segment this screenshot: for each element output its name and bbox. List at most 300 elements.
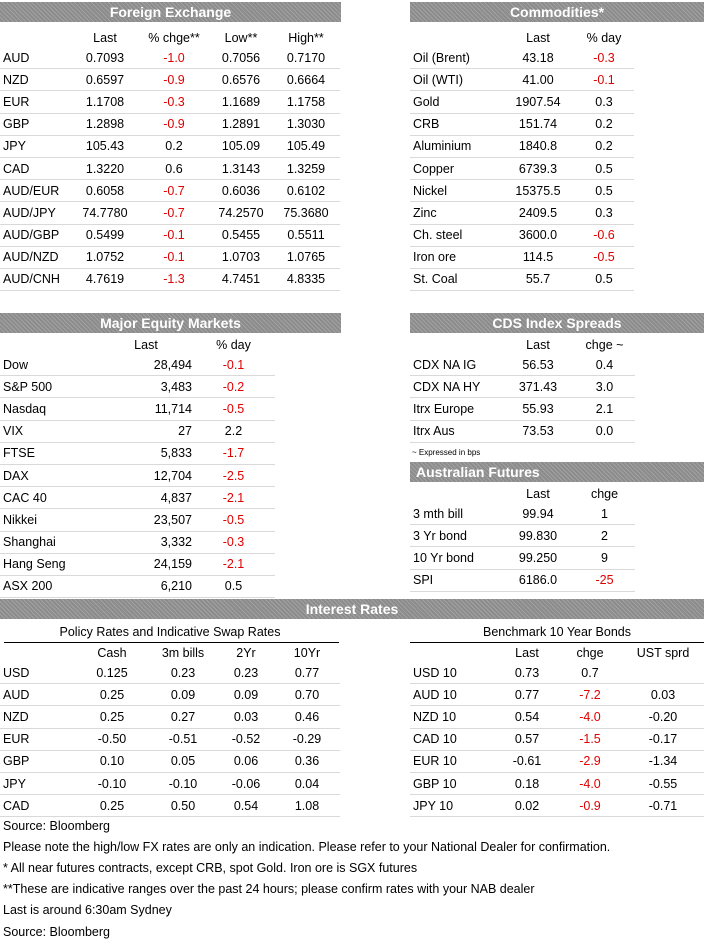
commodity-cell: 3600.0	[502, 224, 574, 246]
fx-cell: -0.3	[138, 91, 210, 113]
policy-label: JPY	[0, 772, 76, 794]
cds-cell: 371.43	[502, 376, 574, 398]
note-ranges: **These are indicative ranges over the past 24 hours; please confirm rates with your NAB dealer	[3, 882, 535, 896]
equity-row	[0, 509, 275, 531]
fx-label: EUR	[0, 91, 72, 113]
equity-row	[0, 487, 275, 509]
fx-cell: 1.0703	[210, 246, 272, 268]
bond-cell: 0.02	[496, 795, 558, 817]
aus-futures-table	[410, 485, 635, 592]
futures-label: 3 mth bill	[410, 503, 502, 525]
commodity-cell: 43.18	[502, 47, 574, 69]
policy-row	[0, 728, 340, 750]
policy-col-header: Cash	[97, 646, 127, 660]
equity-label: Nikkei	[0, 509, 100, 531]
policy-cell: -0.51	[148, 728, 218, 750]
fx-cell: 105.43	[72, 135, 138, 157]
bonds-rule	[410, 642, 704, 643]
policy-row	[0, 662, 340, 684]
futures-cell: -25	[574, 569, 635, 591]
fx-cell: -0.7	[138, 180, 210, 202]
fx-label: JPY	[0, 135, 72, 157]
policy-rates-rule	[4, 642, 339, 643]
fx-cell: 0.7056	[210, 47, 272, 69]
policy-cell: 0.36	[274, 750, 340, 772]
bonds-subtitle: Benchmark 10 Year Bonds	[482, 625, 632, 639]
commodity-col-header: Last	[526, 31, 550, 45]
fx-cell: 1.2898	[72, 113, 138, 135]
bond-cell: -1.34	[622, 750, 704, 772]
commodity-row	[410, 157, 634, 179]
equity-cell: 5,833	[100, 442, 192, 464]
futures-row	[410, 569, 635, 591]
commodity-label: Oil (WTI)	[410, 69, 502, 91]
bond-cell: -7.2	[558, 684, 622, 706]
bond-cell: -0.17	[622, 728, 704, 750]
commodity-row	[410, 113, 634, 135]
commodity-label: Oil (Brent)	[410, 47, 502, 69]
fx-cell: 105.49	[272, 135, 340, 157]
policy-row	[0, 706, 340, 728]
bond-cell: -4.0	[558, 706, 622, 728]
policy-row	[0, 772, 340, 794]
equity-cell: 24,159	[100, 553, 192, 575]
commodity-label: Zinc	[410, 202, 502, 224]
bond-label: USD 10	[410, 662, 496, 684]
policy-cell: 0.25	[76, 684, 148, 706]
bond-cell: 0.77	[496, 684, 558, 706]
bond-cell: 0.57	[496, 728, 558, 750]
fx-col-header	[0, 29, 72, 47]
equity-cell: -2.1	[192, 487, 275, 509]
futures-cell: 9	[574, 547, 635, 569]
equity-cell: -0.3	[192, 531, 275, 553]
cds-row	[410, 354, 635, 376]
bond-cell: 0.03	[622, 684, 704, 706]
commodity-header-row	[410, 29, 634, 47]
fx-label: AUD/NZD	[0, 246, 72, 268]
commodity-cell: 15375.5	[502, 180, 574, 202]
bond-label: CAD 10	[410, 728, 496, 750]
policy-cell: -0.10	[148, 772, 218, 794]
bond-header-row	[410, 644, 704, 662]
cds-cell: 55.93	[502, 398, 574, 420]
equity-row	[0, 531, 275, 553]
commodity-cell: 0.3	[574, 202, 634, 224]
commodity-cell: 0.5	[574, 157, 634, 179]
fx-cell: -0.1	[138, 246, 210, 268]
fx-cell: 1.3259	[272, 157, 340, 179]
interest-rates-header: Interest Rates	[0, 599, 704, 619]
fx-cell: 0.6	[138, 157, 210, 179]
policy-cell: -0.52	[218, 728, 274, 750]
fx-label: CAD	[0, 157, 72, 179]
commodity-row	[410, 135, 634, 157]
commodity-cell: -0.3	[574, 47, 634, 69]
fx-cell: 1.3030	[272, 113, 340, 135]
fx-row	[0, 91, 340, 113]
policy-row	[0, 684, 340, 706]
equity-cell: 6,210	[100, 575, 192, 597]
commodity-label: Gold	[410, 91, 502, 113]
fx-cell: -0.7	[138, 202, 210, 224]
equity-col-header	[0, 336, 100, 354]
equity-cell: 12,704	[100, 464, 192, 486]
commodity-cell: 0.5	[574, 268, 634, 290]
fx-cell: 0.7170	[272, 47, 340, 69]
fx-cell: 105.09	[210, 135, 272, 157]
fx-cell: 0.6058	[72, 180, 138, 202]
bond-col-header: UST sprd	[636, 646, 690, 660]
fx-cell: 1.1758	[272, 91, 340, 113]
cds-label: CDX NA HY	[410, 376, 502, 398]
commodity-cell: 0.3	[574, 91, 634, 113]
bond-cell: -4.0	[558, 772, 622, 794]
fx-cell: 1.3220	[72, 157, 138, 179]
equity-label: CAC 40	[0, 487, 100, 509]
aus-futures-header: Australian Futures	[410, 462, 704, 482]
policy-cell: 0.25	[76, 706, 148, 728]
bond-col-header: Last	[515, 646, 539, 660]
equity-row	[0, 398, 275, 420]
equity-row	[0, 575, 275, 597]
equity-col-header: % day	[216, 338, 251, 352]
futures-col-header: Last	[526, 487, 550, 501]
bond-col-header: chge	[576, 646, 604, 660]
equity-label: VIX	[0, 420, 100, 442]
cds-row	[410, 398, 635, 420]
equity-cell: -0.2	[192, 376, 275, 398]
policy-cell: -0.10	[76, 772, 148, 794]
commodity-cell: 1840.8	[502, 135, 574, 157]
futures-col-header	[410, 485, 502, 503]
bond-row	[410, 750, 704, 772]
commodity-row	[410, 246, 634, 268]
fx-col-header: High**	[288, 31, 324, 45]
equity-label: Hang Seng	[0, 553, 100, 575]
cds-col-header: Last	[526, 338, 550, 352]
fx-cell: 0.7093	[72, 47, 138, 69]
commodity-cell: -0.5	[574, 246, 634, 268]
cds-cell: 56.53	[502, 354, 574, 376]
equity-cell: 2.2	[192, 420, 275, 442]
policy-cell: 0.03	[218, 706, 274, 728]
policy-cell: 0.06	[218, 750, 274, 772]
commodity-cell: 1907.54	[502, 91, 574, 113]
futures-cell: 99.830	[502, 525, 574, 547]
policy-cell: 0.09	[218, 684, 274, 706]
policy-cell: 0.27	[148, 706, 218, 728]
fx-cell: 1.1689	[210, 91, 272, 113]
commodity-row	[410, 180, 634, 202]
equity-label: S&P 500	[0, 376, 100, 398]
note-fx-disclaimer: Please note the high/low FX rates are only an indication. Please refer to your National Dealer for confirmation.	[3, 840, 611, 854]
fx-col-header: Low**	[224, 31, 258, 45]
policy-cell: 0.10	[76, 750, 148, 772]
bond-row	[410, 795, 704, 817]
bond-cell: -2.9	[558, 750, 622, 772]
bond-cell	[622, 662, 704, 684]
equity-label: Dow	[0, 354, 100, 376]
commodity-row	[410, 91, 634, 113]
fx-row	[0, 69, 340, 91]
note-source-1: Source: Bloomberg	[3, 819, 111, 833]
commodity-cell: 151.74	[502, 113, 574, 135]
bonds-table	[410, 644, 704, 817]
equity-row	[0, 553, 275, 575]
fx-row	[0, 224, 340, 246]
fx-col-header: Last	[93, 31, 117, 45]
cds-cell: 0.4	[574, 354, 635, 376]
bond-cell: 0.73	[496, 662, 558, 684]
futures-cell: 99.94	[502, 503, 574, 525]
bond-row	[410, 684, 704, 706]
commodity-cell: 55.7	[502, 268, 574, 290]
commodity-cell: -0.1	[574, 69, 634, 91]
policy-label: EUR	[0, 728, 76, 750]
policy-row	[0, 750, 340, 772]
cds-row	[410, 376, 635, 398]
policy-cell: 0.23	[148, 662, 218, 684]
futures-row	[410, 525, 635, 547]
fx-cell: 75.3680	[272, 202, 340, 224]
policy-label: NZD	[0, 706, 76, 728]
note-source-2: Source: Bloomberg	[3, 925, 111, 939]
bond-cell: -0.9	[558, 795, 622, 817]
fx-row	[0, 113, 340, 135]
equity-row	[0, 420, 275, 442]
policy-cell: 0.46	[274, 706, 340, 728]
commodity-row	[410, 69, 634, 91]
policy-cell: 0.77	[274, 662, 340, 684]
cds-header: CDS Index Spreads	[410, 313, 704, 333]
bond-cell: -0.20	[622, 706, 704, 728]
fx-cell: -0.1	[138, 224, 210, 246]
policy-label: USD	[0, 662, 76, 684]
cds-cell: 0.0	[574, 420, 635, 442]
fx-cell: 1.2891	[210, 113, 272, 135]
fx-cell: 1.0752	[72, 246, 138, 268]
equity-cell: 28,494	[100, 354, 192, 376]
policy-cell: -0.50	[76, 728, 148, 750]
cds-col-header	[410, 336, 502, 354]
policy-cell: 0.50	[148, 795, 218, 817]
fx-cell: 0.6664	[272, 69, 340, 91]
bond-cell: 0.18	[496, 772, 558, 794]
equity-table	[0, 336, 275, 598]
bond-cell: -0.61	[496, 750, 558, 772]
futures-cell: 6186.0	[502, 569, 574, 591]
equity-row	[0, 442, 275, 464]
fx-row	[0, 246, 340, 268]
commodity-cell: 6739.3	[502, 157, 574, 179]
policy-cell: 0.05	[148, 750, 218, 772]
cds-cell: 3.0	[574, 376, 635, 398]
bond-row	[410, 706, 704, 728]
commodity-cell: 0.2	[574, 113, 634, 135]
commodity-label: Nickel	[410, 180, 502, 202]
note-futures: * All near futures contracts, except CRB, spot Gold. Iron ore is SGX futures	[3, 861, 418, 875]
bond-cell: 0.7	[558, 662, 622, 684]
equity-cell: 3,483	[100, 376, 192, 398]
policy-row	[0, 795, 340, 817]
commodity-label: Iron ore	[410, 246, 502, 268]
policy-cell: 0.125	[76, 662, 148, 684]
fx-label: AUD/JPY	[0, 202, 72, 224]
equity-cell: -2.5	[192, 464, 275, 486]
fx-cell: 4.8335	[272, 268, 340, 290]
fx-cell: -0.9	[138, 113, 210, 135]
futures-row	[410, 547, 635, 569]
equity-row	[0, 354, 275, 376]
equity-label: Nasdaq	[0, 398, 100, 420]
commodity-label: CRB	[410, 113, 502, 135]
bond-row	[410, 662, 704, 684]
fx-row	[0, 135, 340, 157]
commodity-col-header	[410, 29, 502, 47]
commodities-header: Commodities*	[410, 2, 704, 22]
bond-label: JPY 10	[410, 795, 496, 817]
policy-label: CAD	[0, 795, 76, 817]
equity-col-header: Last	[134, 338, 158, 352]
commodity-row	[410, 224, 634, 246]
fx-label: GBP	[0, 113, 72, 135]
fx-cell: -0.9	[138, 69, 210, 91]
policy-cell: -0.29	[274, 728, 340, 750]
policy-col-header: 3m bills	[161, 646, 205, 660]
equity-cell: -0.5	[192, 398, 275, 420]
commodity-col-header: % day	[586, 31, 622, 45]
fx-cell: -1.0	[138, 47, 210, 69]
bond-label: AUD 10	[410, 684, 496, 706]
fx-label: AUD/EUR	[0, 180, 72, 202]
fx-row	[0, 157, 340, 179]
commodity-label: Aluminium	[410, 135, 502, 157]
equity-cell: -0.1	[192, 354, 275, 376]
policy-rates-table	[0, 644, 340, 817]
equity-cell: 3,332	[100, 531, 192, 553]
fx-cell: 0.6102	[272, 180, 340, 202]
futures-col-header: chge	[590, 487, 619, 501]
fx-cell: 0.5455	[210, 224, 272, 246]
policy-cell: 0.54	[218, 795, 274, 817]
fx-cell: 0.6576	[210, 69, 272, 91]
fx-row	[0, 268, 340, 290]
fx-cell: 0.5511	[272, 224, 340, 246]
equity-cell: -1.7	[192, 442, 275, 464]
equity-label: DAX	[0, 464, 100, 486]
fx-cell: 0.6597	[72, 69, 138, 91]
cds-footnote: ~ Expressed in bps	[412, 448, 481, 457]
policy-cell: 0.25	[76, 795, 148, 817]
cds-label: CDX NA IG	[410, 354, 502, 376]
commodity-cell: 0.2	[574, 135, 634, 157]
fx-cell: 1.1708	[72, 91, 138, 113]
equity-cell: 0.5	[192, 575, 275, 597]
bond-cell: -1.5	[558, 728, 622, 750]
fx-row	[0, 202, 340, 224]
policy-col-header: 2Yr	[236, 646, 256, 660]
cds-col-header: chge ~	[585, 338, 624, 352]
bond-cell: -0.71	[622, 795, 704, 817]
futures-label: 10 Yr bond	[410, 547, 502, 569]
fx-cell: 0.6036	[210, 180, 272, 202]
equity-cell: -0.5	[192, 509, 275, 531]
equity-cell: 11,714	[100, 398, 192, 420]
policy-cell: 1.08	[274, 795, 340, 817]
fx-header: Foreign Exchange	[0, 2, 341, 22]
fx-row	[0, 180, 340, 202]
policy-cell: 0.04	[274, 772, 340, 794]
fx-cell: -1.3	[138, 268, 210, 290]
fx-cell: 1.0765	[272, 246, 340, 268]
cds-cell: 2.1	[574, 398, 635, 420]
equity-row	[0, 464, 275, 486]
note-last-time: Last is around 6:30am Sydney	[3, 903, 172, 917]
commodity-cell: 2409.5	[502, 202, 574, 224]
fx-cell: 74.7780	[72, 202, 138, 224]
cds-cell: 73.53	[502, 420, 574, 442]
futures-label: 3 Yr bond	[410, 525, 502, 547]
commodities-table	[410, 29, 634, 291]
bond-row	[410, 772, 704, 794]
policy-label: AUD	[0, 684, 76, 706]
commodity-cell: -0.6	[574, 224, 634, 246]
futures-row	[410, 503, 635, 525]
policy-cell: 0.70	[274, 684, 340, 706]
policy-header-row	[0, 644, 340, 662]
fx-cell: 0.5499	[72, 224, 138, 246]
equity-row	[0, 376, 275, 398]
fx-col-header: % chge**	[148, 31, 200, 45]
commodity-row	[410, 268, 634, 290]
futures-label: SPI	[410, 569, 502, 591]
commodity-cell: 114.5	[502, 246, 574, 268]
equity-label: Shanghai	[0, 531, 100, 553]
policy-cell: 0.23	[218, 662, 274, 684]
policy-col-header: 10Yr	[293, 646, 321, 660]
equity-cell: 23,507	[100, 509, 192, 531]
bond-cell: 0.54	[496, 706, 558, 728]
bond-row	[410, 728, 704, 750]
policy-label: GBP	[0, 750, 76, 772]
equity-cell: 4,837	[100, 487, 192, 509]
bond-label: GBP 10	[410, 772, 496, 794]
futures-cell: 1	[574, 503, 635, 525]
cds-row	[410, 420, 635, 442]
futures-cell: 2	[574, 525, 635, 547]
fx-label: AUD	[0, 47, 72, 69]
bond-label: EUR 10	[410, 750, 496, 772]
commodity-cell: 0.5	[574, 180, 634, 202]
commodity-row	[410, 202, 634, 224]
cds-label: Itrx Europe	[410, 398, 502, 420]
fx-cell: 4.7451	[210, 268, 272, 290]
commodity-label: St. Coal	[410, 268, 502, 290]
fx-cell: 1.3143	[210, 157, 272, 179]
bond-col-header	[410, 644, 496, 662]
cds-table	[410, 336, 635, 443]
cds-header-row	[410, 336, 635, 354]
cds-label: Itrx Aus	[410, 420, 502, 442]
fx-row	[0, 47, 340, 69]
equity-label: ASX 200	[0, 575, 100, 597]
fx-table	[0, 29, 340, 291]
fx-cell: 74.2570	[210, 202, 272, 224]
policy-cell: -0.06	[218, 772, 274, 794]
fx-label: NZD	[0, 69, 72, 91]
equity-label: FTSE	[0, 442, 100, 464]
